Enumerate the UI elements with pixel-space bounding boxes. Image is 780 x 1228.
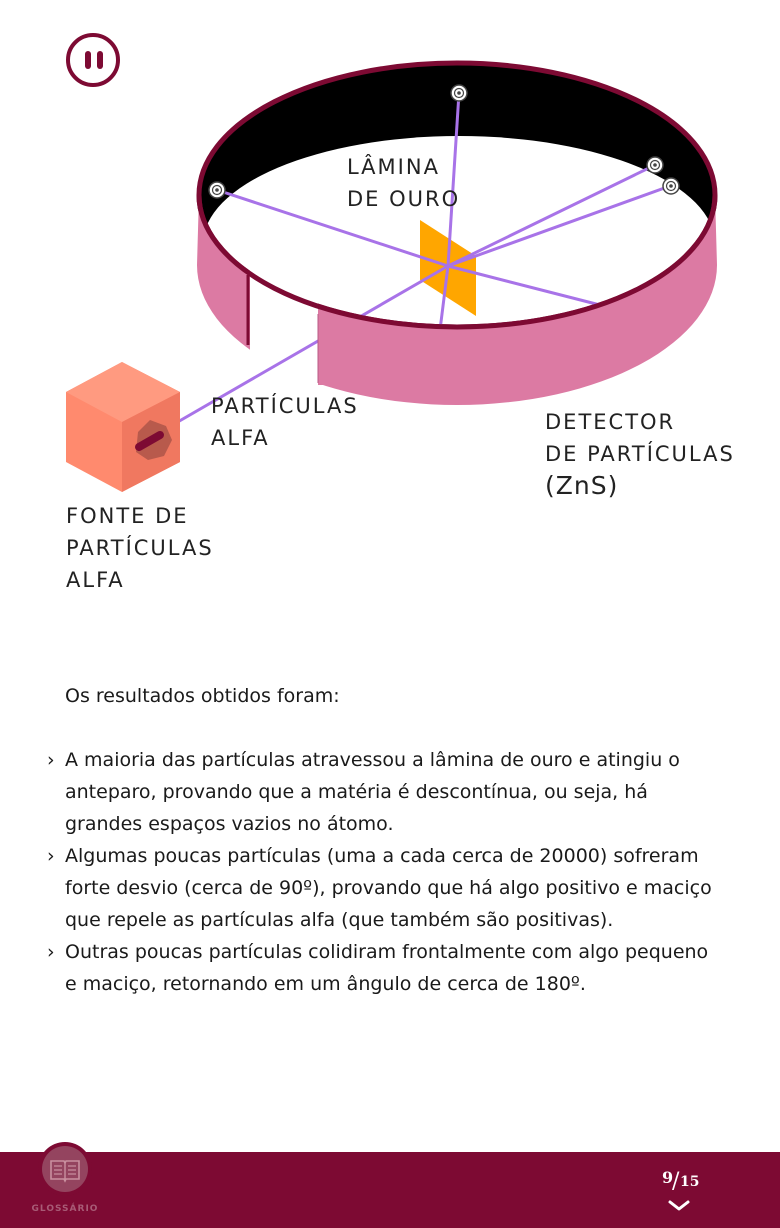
- page-indicator: [650, 1168, 710, 1196]
- glossary-inner: [42, 1146, 88, 1192]
- results-section: [47, 680, 725, 1000]
- impact-marker: [663, 178, 679, 194]
- list-item-text: A maioria das partículas atravessou a lâmina de ouro e atingiu o anteparo, provando que a matéria é descontínua, ou seja, há grandes espaços vazios no átomo.: [65, 749, 680, 835]
- book-icon: [42, 1146, 88, 1192]
- alpha-particles-label: [211, 390, 359, 454]
- bullet-icon: ›: [47, 749, 55, 771]
- results-list: [47, 744, 725, 1000]
- list-item: [47, 840, 725, 936]
- source-label-line: ALFA: [66, 568, 125, 592]
- source-label: [66, 500, 214, 596]
- page-total: 15: [680, 1174, 700, 1190]
- glossary-button[interactable]: [30, 1142, 100, 1228]
- detector-label-line: DE PARTÍCULAS: [545, 442, 735, 466]
- detector-label-line: DETECTOR: [545, 410, 676, 434]
- page-current: 9: [662, 1168, 674, 1187]
- results-intro: Os resultados obtidos foram:: [65, 685, 340, 707]
- alpha-source-cube: [66, 362, 180, 492]
- list-item-text: Algumas poucas partículas (uma a cada cerca de 20000) sofreram forte desvio (cerca de 90º), provando que há algo positivo e maciço que repele as partículas alfa (que também são positivas).: [65, 845, 712, 931]
- gold-foil-label: [347, 151, 460, 215]
- glossary-circle: [38, 1142, 92, 1196]
- alpha-particles-label-line: PARTÍCULAS: [211, 394, 359, 418]
- impact-marker: [647, 157, 663, 173]
- alpha-particles-label-line: ALFA: [211, 426, 270, 450]
- list-item-text: Outras poucas partículas colidiram frontalmente com algo pequeno e maciço, retornando em um ângulo de cerca de 180º.: [65, 941, 709, 995]
- page-separator: /: [672, 1169, 680, 1194]
- gold-foil-label-line: LÂMINA: [347, 155, 440, 179]
- impact-marker: [451, 85, 467, 101]
- next-page-button[interactable]: [666, 1198, 692, 1214]
- list-item: [47, 744, 725, 840]
- bullet-icon: ›: [47, 845, 55, 867]
- bullet-icon: ›: [47, 941, 55, 963]
- source-label-line: PARTÍCULAS: [66, 536, 214, 560]
- impact-marker: [209, 182, 225, 198]
- glossary-label: GLOSSÁRIO: [31, 1204, 99, 1214]
- gold-foil-label-line: DE OURO: [347, 187, 461, 211]
- source-label-line: FONTE DE: [66, 504, 189, 528]
- detector-label-line: (ZnS): [545, 471, 619, 500]
- list-item: [47, 936, 725, 1000]
- detector-label: [545, 406, 735, 502]
- chevron-down-icon: [666, 1198, 692, 1214]
